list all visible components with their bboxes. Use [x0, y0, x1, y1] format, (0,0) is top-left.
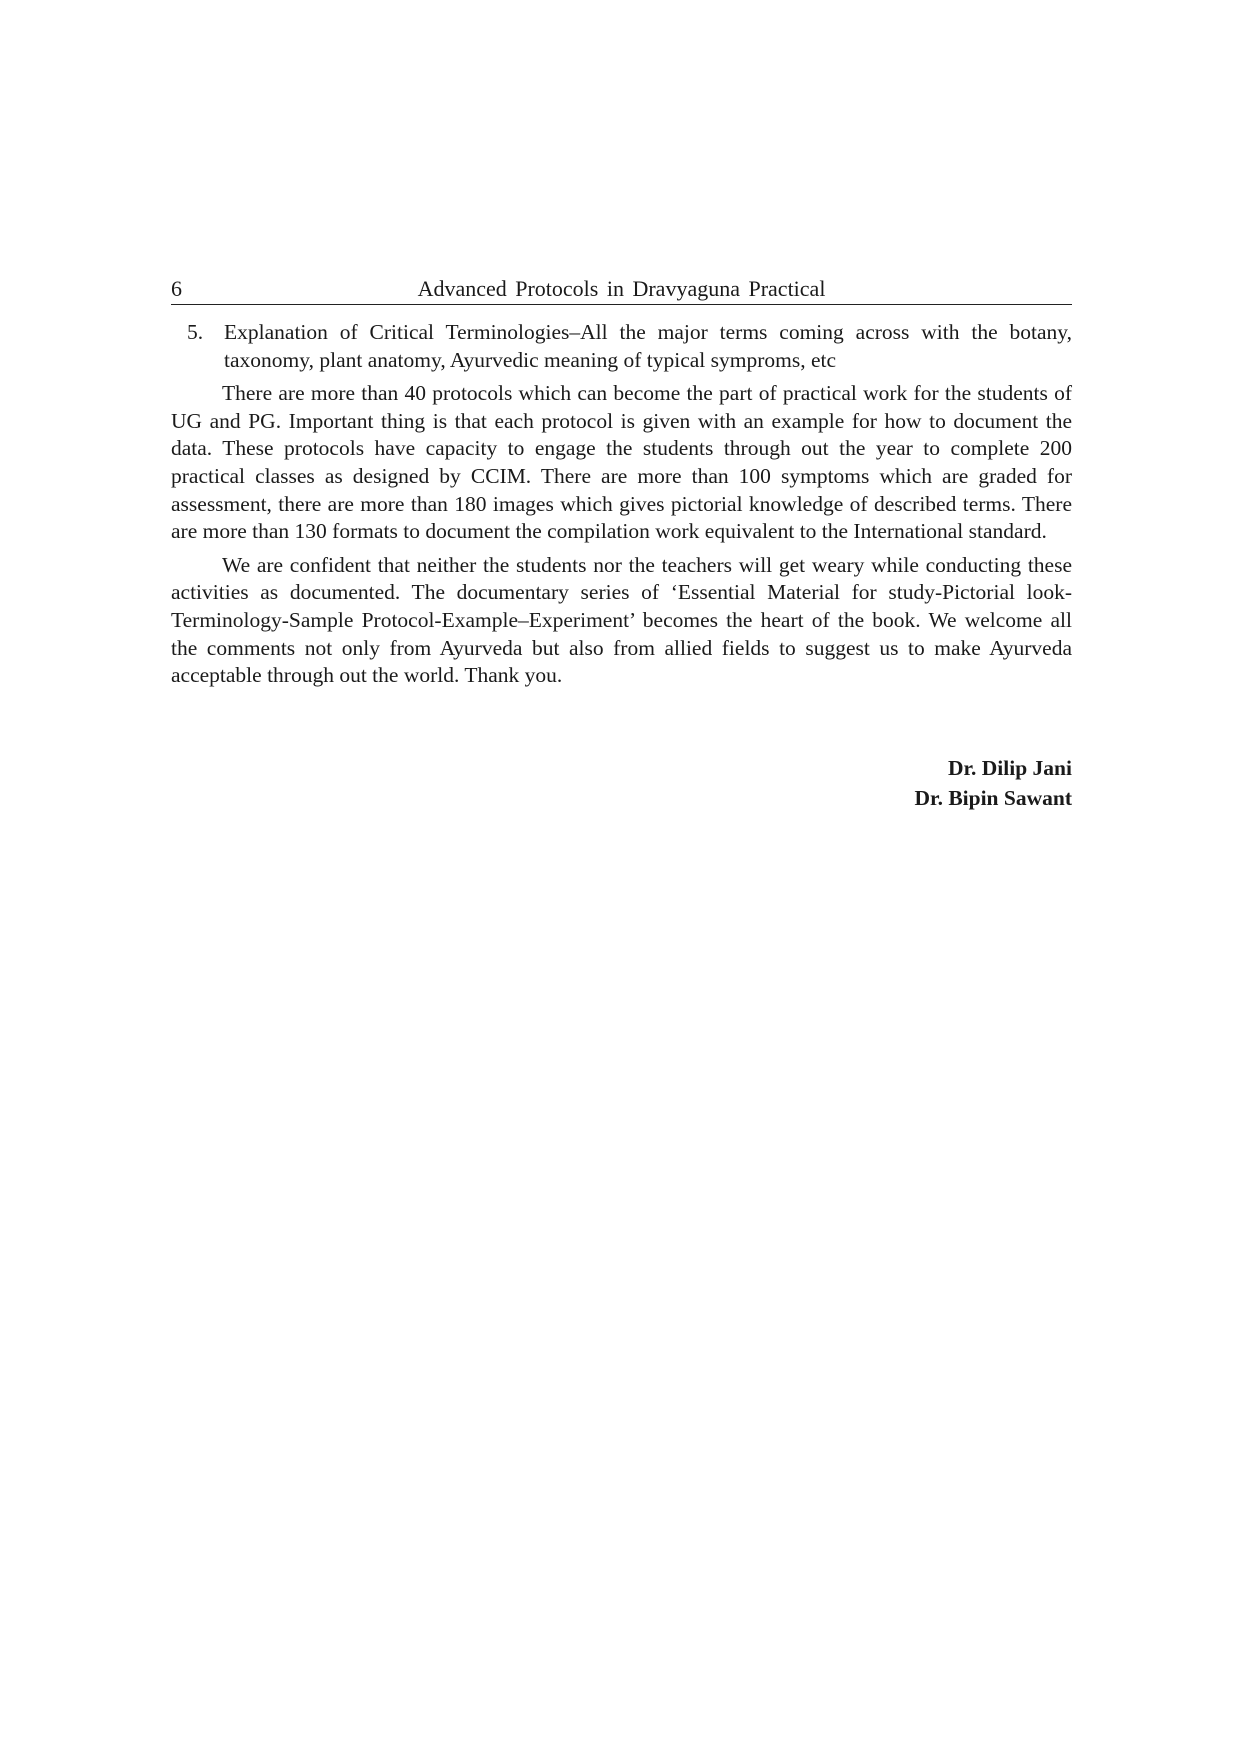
signature-block — [171, 753, 1072, 813]
list-item-text: Explanation of Critical Terminologies–All the major terms coming across with the botany, taxonomy, plant anatomy, Ayurvedic meaning of typical symproms, etc — [224, 320, 1072, 372]
running-header — [171, 274, 1072, 305]
body-text — [171, 319, 1072, 690]
book-title: Advanced Protocols in Dravyaguna Practical — [417, 276, 826, 301]
paragraph-protocols: There are more than 40 protocols which can become the part of practical work for the students of UG and PG. Important thing is that each protocol is given with an example for how to document the data. These protocols have capacity to engage the students through out the year to complete 200 practical classes as designed by CCIM. There are more than 100 symptoms which are graded for assessment, there are more than 180 images which gives pictorial knowledge of described terms. There are more than 130 formats to document the compilation work equivalent to the International standard. — [171, 381, 1072, 544]
signature-author: Dr. Dilip Jani — [947, 755, 1072, 780]
paragraph-confidence: We are confident that neither the students nor the teachers will get weary while conducting these activities as documented. The documentary series of ‘Essential Material for study-Pictorial look-Terminology-Sample Protocol-Example–Experiment’ becomes the heart of the book. We welcome all the comments not only from Ayurveda but also from allied fields to suggest us to make Ayurveda acceptable through out the world. Thank you. — [171, 552, 1072, 688]
page-number: 6 — [171, 276, 182, 301]
list-item-number: 5. — [187, 320, 204, 344]
signature-author: Dr. Bipin Sawant — [914, 785, 1072, 810]
list-item — [171, 319, 1072, 374]
document-page — [171, 274, 1072, 813]
